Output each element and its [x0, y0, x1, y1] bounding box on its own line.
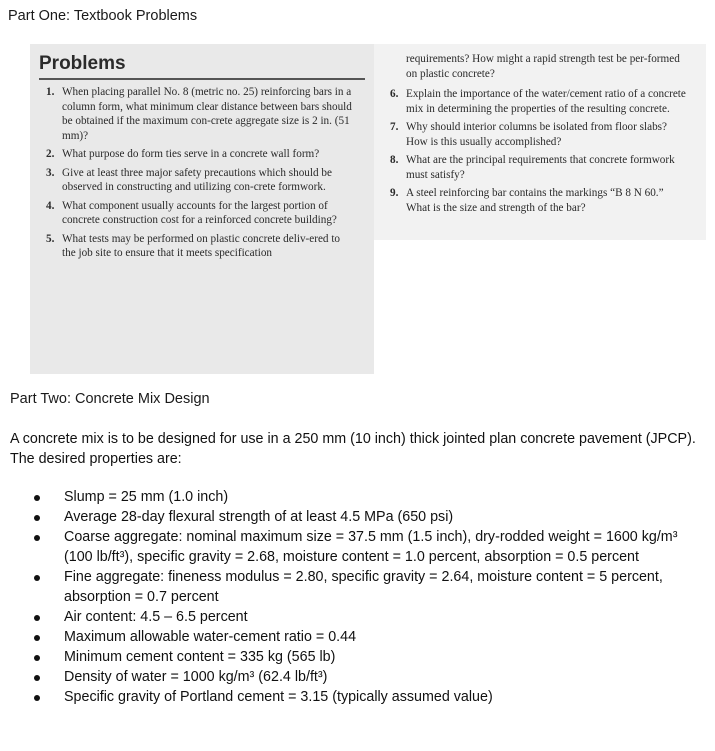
property-item: Density of water = 1000 kg/m³ (62.4 lb/ft³) — [34, 667, 704, 687]
title-rule — [39, 78, 365, 80]
intro-paragraph: A concrete mix is to be designed for use in a 250 mm (10 inch) thick jointed plan concrete pavement (JPCP). The desired properties are: — [10, 431, 696, 467]
textbook-scan — [30, 44, 706, 374]
problem-text: A steel reinforcing bar contains the markings “B 8 N 60.” What is the size and strength of the bar? — [406, 187, 664, 214]
problems-title: Problems — [39, 53, 126, 74]
problem-item — [36, 85, 356, 143]
properties-list — [34, 487, 704, 707]
problem-item — [380, 120, 690, 149]
problem-text: Explain the importance of the water/cement ratio of a concrete mix in determining the properties of the resulting concrete. — [406, 88, 686, 115]
problem-number: 1. — [46, 86, 55, 98]
problem-item — [380, 153, 690, 182]
problem-number: 4. — [46, 199, 55, 212]
problem-item — [36, 232, 356, 261]
left-problem-list — [36, 85, 356, 265]
problem-number: 8. — [390, 154, 399, 166]
problem-text: Why should interior columns be isolated from floor slabs? How is this usually accomplished? — [406, 121, 667, 148]
property-item: Average 28-day flexural strength of at least 4.5 MPa (650 psi) — [34, 507, 704, 527]
property-item: Specific gravity of Portland cement = 3.15 (typically assumed value) — [34, 687, 704, 707]
part-one-heading: Part One: Textbook Problems — [8, 8, 198, 24]
part-two-heading: Part Two: Concrete Mix Design — [10, 391, 210, 407]
problem-text: What tests may be performed on plastic concrete deliv-ered to the job site to ensure that it meets specification — [62, 232, 341, 259]
problem-text: What purpose do form ties serve in a concrete wall form? — [62, 148, 320, 160]
problem-text: What component usually accounts for the largest portion of concrete construction cost for a reinforced concrete building? — [62, 199, 337, 226]
problem-item — [36, 147, 356, 162]
property-item: Minimum cement content = 335 kg (565 lb) — [34, 647, 704, 667]
problem-number: 9. — [390, 187, 399, 199]
problem-number: 7. — [390, 121, 399, 133]
right-problem-list — [380, 52, 690, 219]
property-item: Coarse aggregate: nominal maximum size = 37.5 mm (1.5 inch), dry-rodded weight = 1600 kg/m³ (100 lb/ft³), specific gravity = 2.68, moisture content = 1.0 percent, absorption = 0.5 percent — [34, 527, 704, 567]
problem-item — [380, 87, 690, 116]
problem-item — [380, 186, 690, 215]
problem-text: Give at least three major safety precautions which should be observed in constructing and utilizing con-crete formwork. — [62, 166, 332, 193]
property-item: Fine aggregate: fineness modulus = 2.80, specific gravity = 2.64, moisture content = 5 percent, absorption = 0.7 percent — [34, 567, 704, 607]
property-item: Maximum allowable water-cement ratio = 0.44 — [34, 627, 704, 647]
problem-number: 2. — [46, 148, 55, 160]
property-item: Air content: 4.5 – 6.5 percent — [34, 607, 704, 627]
problem-item — [36, 166, 356, 195]
problem-text: When placing parallel No. 8 (metric no. 25) reinforcing bars in a column form, what minimum clear distance between bars should be obtained if the maximum con-crete aggregate size is 2 in. (51 mm)? — [62, 86, 352, 142]
problem-number: 6. — [390, 88, 399, 100]
problem-number: 3. — [46, 166, 55, 179]
problem-number: 5. — [46, 232, 55, 245]
problem-text: What are the principal requirements that concrete formwork must satisfy? — [406, 154, 675, 181]
problem-continuation: requirements? How might a rapid strength test be per-formed on plastic concrete? — [406, 53, 680, 80]
problem-item — [36, 199, 356, 228]
property-item: Slump = 25 mm (1.0 inch) — [34, 487, 704, 507]
